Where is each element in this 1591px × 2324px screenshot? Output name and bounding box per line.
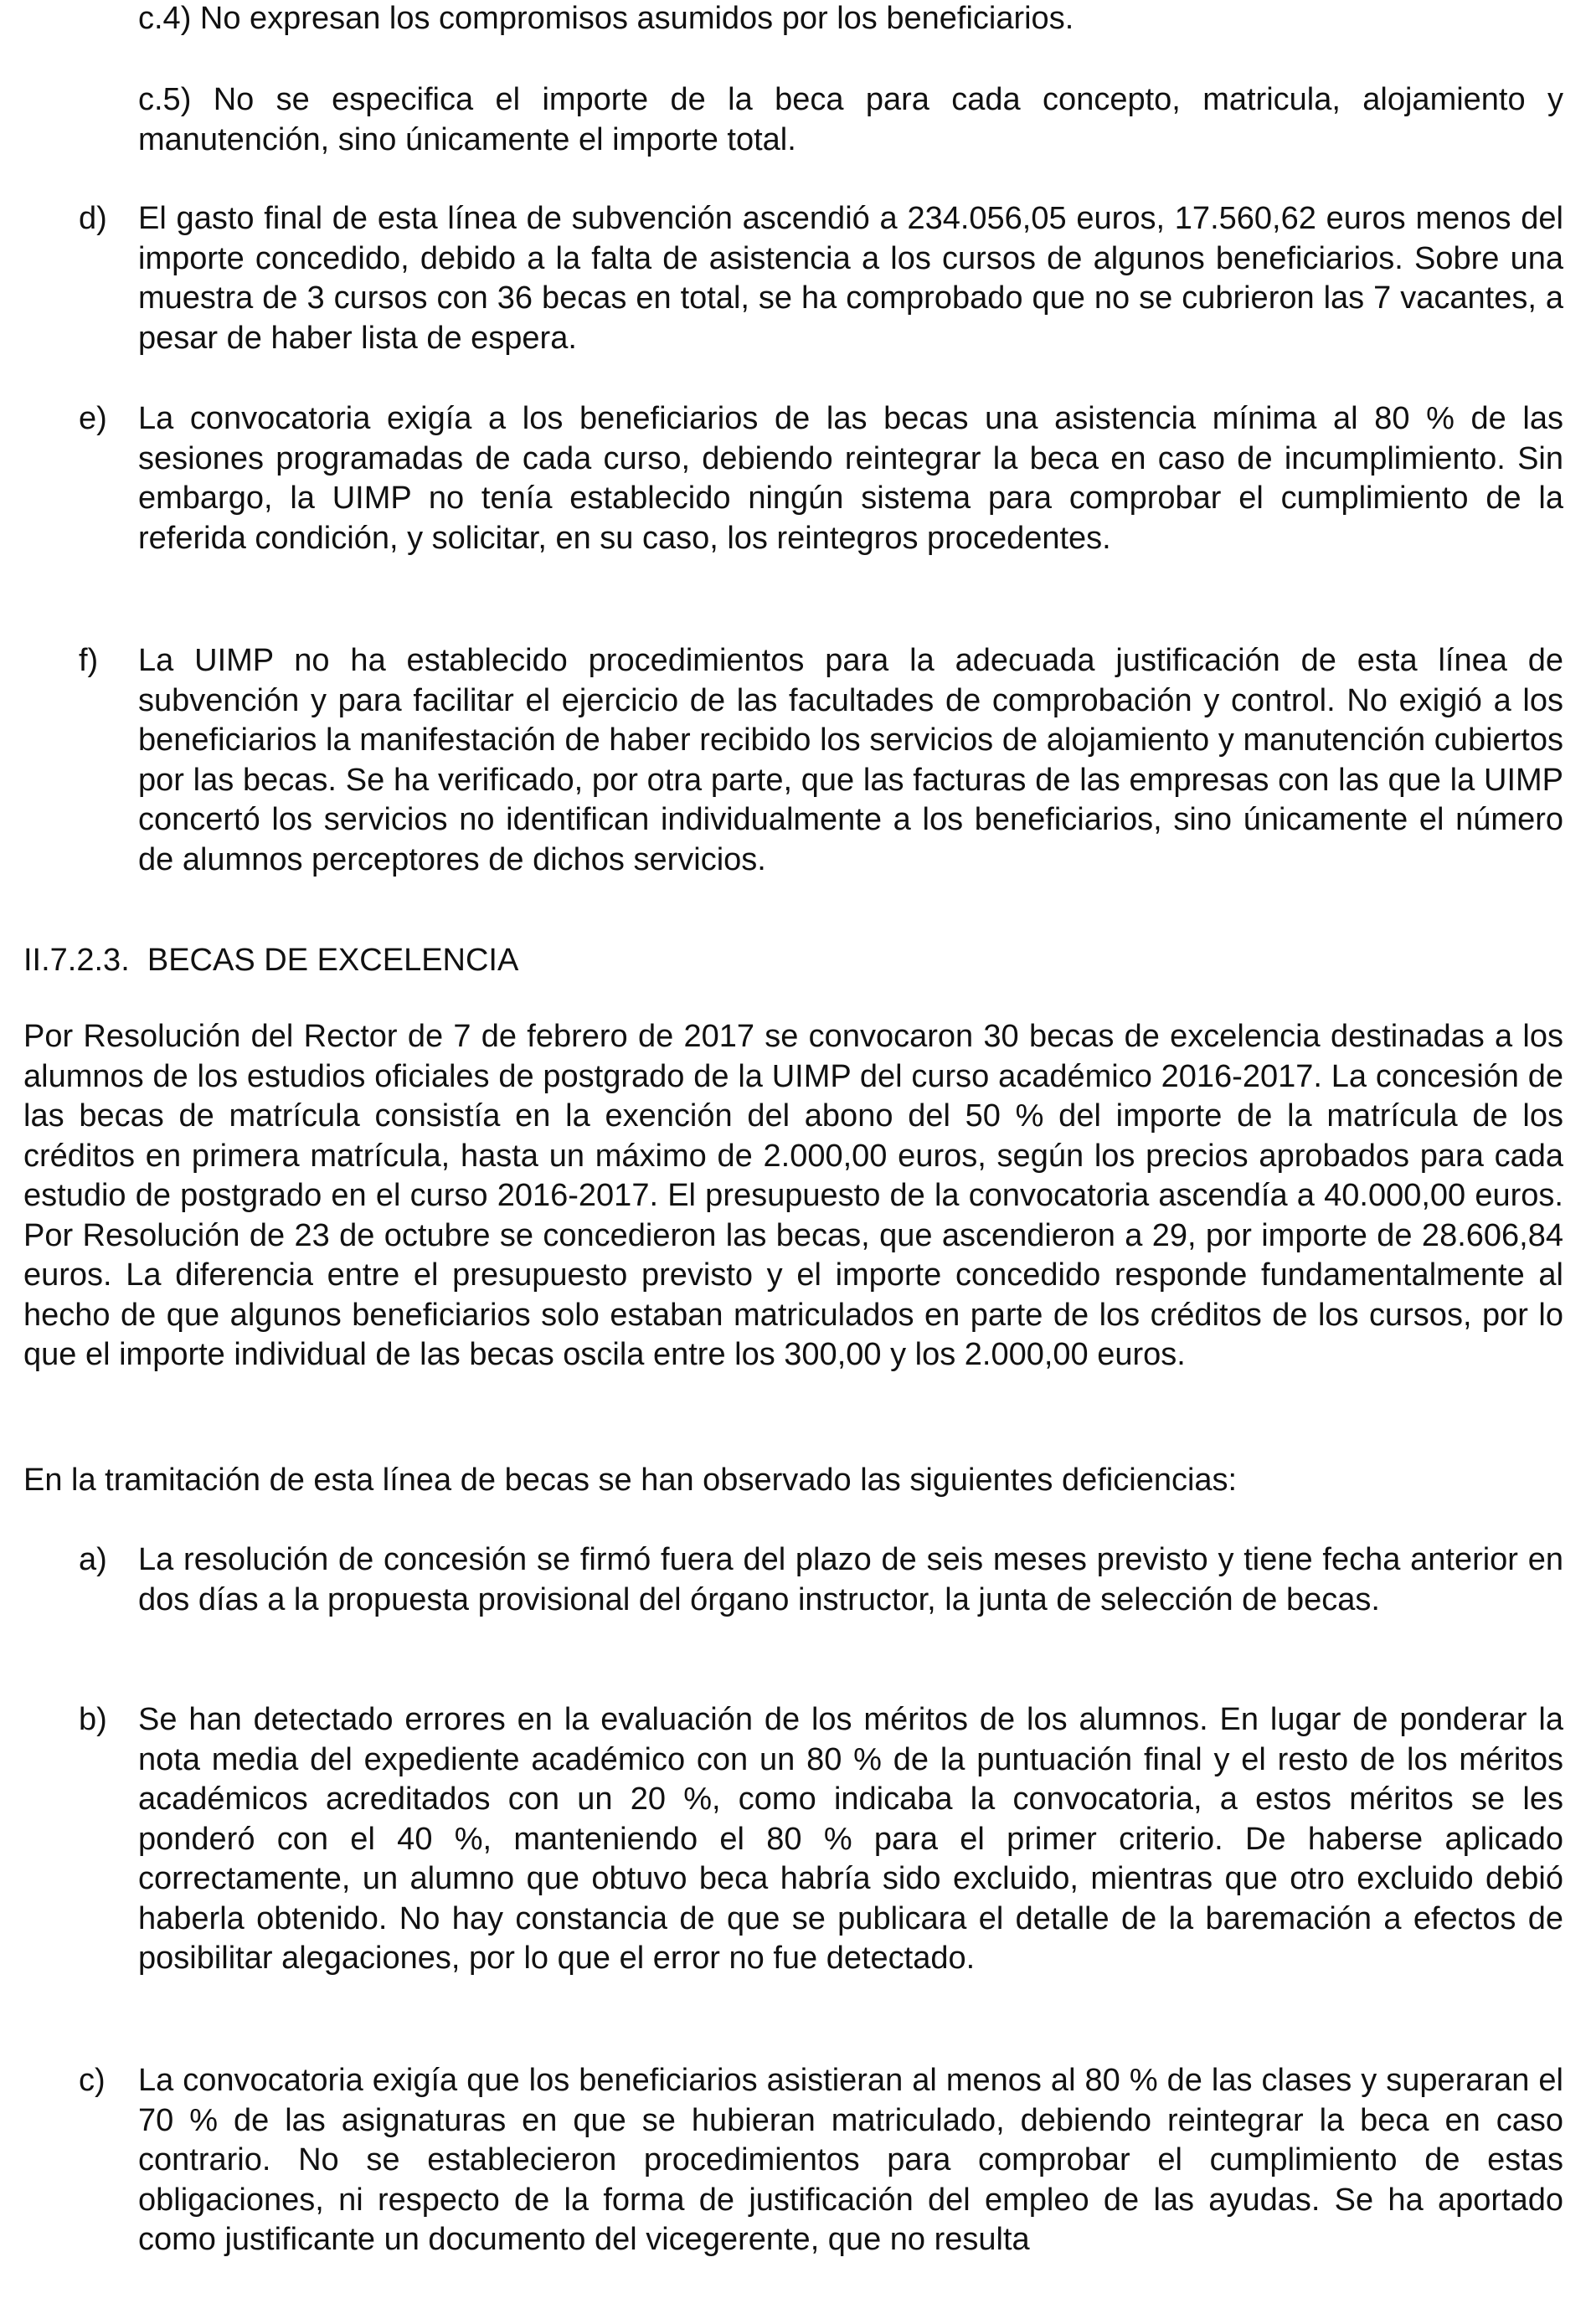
list-item-text: Se han detectado errores en la evaluación de los méritos de los alumnos. En lugar de ponderar la nota media del expediente académico con un 80 % de la puntuación final y el resto de los méritos académicos acreditados con un 20 %, como indicaba la convocatoria, a estos méritos se les ponderó con el 40 %, manteniendo el 80 % para el primer criterio. De haberse aplicado correctamente, un alumno que obtuvo beca habría sido excluido, mientras que otro excluido debió haberla obtenido. No hay constancia de que se publicara el detalle de la baremación a efectos de posibilitar alegaciones, por lo que el error no fue detectado. xyxy=(138,1702,1563,1976)
list-item-text: La convocatoria exigía a los beneficiarios de las becas una asistencia mínima al 80 % de las sesiones programadas de cada curso, debiendo reintegrar la beca en caso de incumplimiento. Sin embargo, la UIMP no tenía establecido ningún sistema para comprobar el cumplimiento de la referida condición, y solicitar, en su caso, los reintegros procedentes. xyxy=(138,401,1563,556)
list-item-text: La UIMP no ha establecido procedimientos para la adecuada justificación de esta línea de subvención y para facilitar el ejercicio de las facultades de comprobación y control. No exigió a los beneficiarios la manifestación de haber recibido los servicios de alojamiento y manutención cubiertos por las becas. Se ha verificado, por otra parte, que las facturas de las empresas con las que la UIMP concertó los servicios no identifican individualmente a los beneficiarios, sino únicamente el número de alumnos perceptores de dichos servicios. xyxy=(138,643,1563,877)
list-item-label: f) xyxy=(79,643,99,678)
sub-item-c5: c.5) No se especifica el importe de la beca para cada concepto, matricula, alojamiento y manutención, sino únicamente el importe total. xyxy=(138,82,1563,157)
list-item-text: La resolución de concesión se firmó fuera del plazo de seis meses previsto y tiene fecha anterior en dos días a la propuesta provisional del órgano instructor, la junta de selección de becas. xyxy=(138,1542,1563,1617)
section-heading: II.7.2.3. BECAS DE EXCELENCIA xyxy=(23,943,519,978)
list-item-text: El gasto final de esta línea de subvención ascendió a 234.056,05 euros, 17.560,62 euros menos del importe concedido, debido a la falta de asistencia a los cursos de algunos beneficiarios. Sobre una muestra de 3 cursos con 36 becas en total, se ha comprobado que no se cubrieron las 7 vacantes, a pesar de haber lista de espera. xyxy=(138,201,1563,356)
list-item-label: a) xyxy=(79,1542,107,1577)
list-item-label: b) xyxy=(79,1702,107,1737)
paragraph-intro: Por Resolución del Rector de 7 de febrero de 2017 se convocaron 30 becas de excelencia destinadas a los alumnos de los estudios oficiales de postgrado de la UIMP del curso académico 2016-2017. La concesión de las becas de matrícula consistía en la exención del abono del 50 % del importe de la matrícula de los créditos en primera matrícula, hasta un máximo de 2.000,00 euros, según los precios aprobados para cada estudio de postgrado en el curso 2016-2017. El presupuesto de la convocatoria ascendía a 40.000,00 euros. Por Resolución de 23 de octubre se concedieron las becas, que ascendieron a 29, por importe de 28.606,84 euros. La diferencia entre el presupuesto previsto y el importe concedido responde fundamentalmente al hecho de que algunos beneficiarios solo estaban matriculados en parte de los créditos de los cursos, por lo que el importe individual de las becas oscila entre los 300,00 y los 2.000,00 euros. xyxy=(23,1019,1563,1372)
list-item-text: La convocatoria exigía que los beneficiarios asistieran al menos al 80 % de las clases y superaran el 70 % de las asignaturas en que se hubieran matriculado, debiendo reintegrar la beca en caso contrario. No se establecieron procedimientos para comprobar el cumplimiento de estas obligaciones, ni respecto de la forma de justificación del empleo de las ayudas. Se ha aportado como justificante un documento del vicegerente, que no resulta xyxy=(138,2063,1563,2257)
paragraph-deficiencies: En la tramitación de esta línea de becas se han observado las siguientes deficiencias: xyxy=(23,1463,1238,1498)
list-item-label: d) xyxy=(79,201,107,236)
list-item-label: c) xyxy=(79,2063,106,2098)
list-item-label: e) xyxy=(79,401,107,436)
sub-item-c4: c.4) No expresan los compromisos asumidos por los beneficiarios. xyxy=(138,1,1074,36)
